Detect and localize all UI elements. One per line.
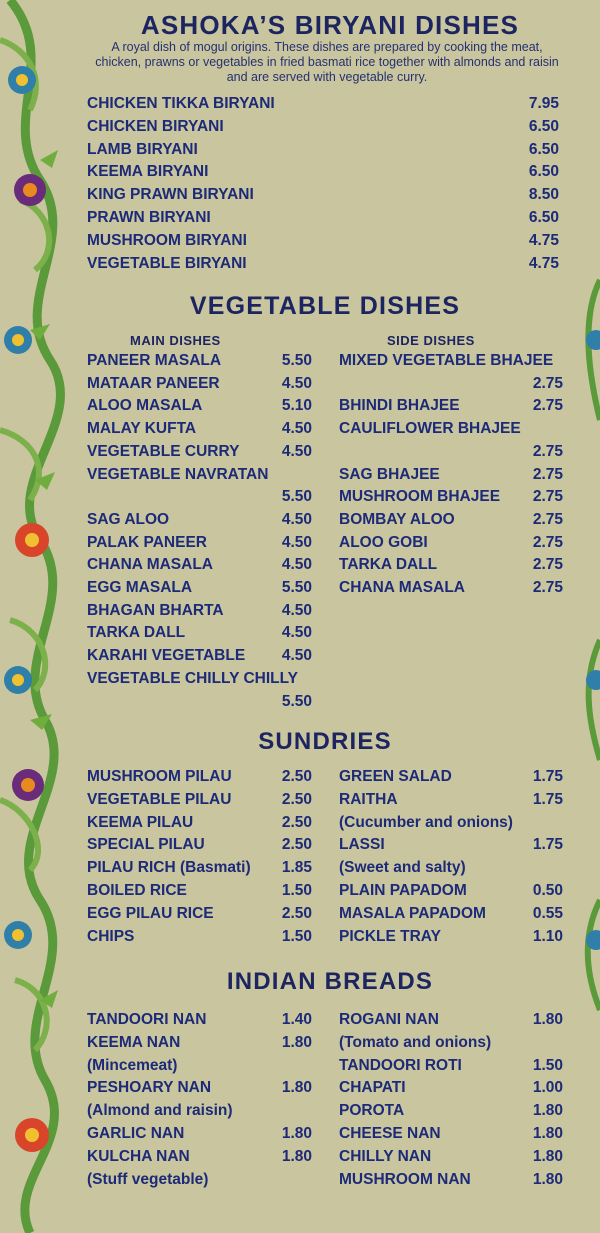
menu-item	[339, 857, 563, 879]
menu-item	[339, 577, 563, 599]
menu-item-price: 1.10	[532, 927, 563, 945]
menu-item	[339, 395, 563, 417]
menu-item-name: PRAWN BIRYANI	[87, 209, 211, 226]
menu-item-name: (Sweet and salty)	[339, 859, 466, 877]
menu-item-name: VEGETABLE CURRY	[87, 442, 240, 460]
menu-item	[339, 834, 563, 856]
menu-item	[87, 926, 312, 948]
menu-item-name: KEEMA PILAU	[87, 813, 194, 831]
menu-item-price: 1.40	[281, 1011, 312, 1028]
menu-item-price: 1.00	[532, 1079, 563, 1097]
menu-item-price: 4.50	[281, 624, 312, 642]
menu-item-name: (Tomato and onions)	[339, 1033, 492, 1051]
flower-icon	[4, 326, 32, 354]
menu-item-name: CHAPATI	[339, 1079, 406, 1097]
menu-item-price: 8.50	[528, 186, 559, 204]
menu-item-name: RAITHA	[339, 790, 398, 808]
menu-item-name: KEEMA BIRYANI	[87, 163, 209, 181]
menu-item-name: TANDOORI ROTI	[339, 1056, 462, 1074]
menu-item	[339, 1032, 563, 1054]
menu-item-name: MUSHROOM NAN	[339, 1170, 471, 1188]
menu-item-name: (Stuff vegetable)	[87, 1170, 209, 1188]
menu-item-name: SPECIAL PILAU	[87, 836, 205, 854]
menu-item-name: VEGETABLE PILAU	[87, 790, 232, 808]
menu-item-name: (Almond and raisin)	[87, 1102, 233, 1120]
menu-item	[87, 645, 312, 667]
menu-item-name: CHIPS	[87, 927, 135, 945]
menu-item-price: 1.80	[281, 1033, 312, 1051]
menu-item	[339, 554, 563, 576]
menu-item-name: MIXED VEGETABLE BHAJEE	[339, 352, 554, 369]
menu-item-price: 1.80	[281, 1147, 312, 1165]
biryani-description: A royal dish of mogul origins. These dishes are prepared by cooking the meat, chicken, prawns or vegetables in fried basmati rice together with almonds and raisin and are served with vegetable curry.	[95, 40, 559, 84]
flower-icon	[4, 921, 32, 949]
menu-item-name: CHANA MASALA	[87, 556, 213, 574]
menu-item-name: POROTA	[339, 1102, 405, 1120]
sundries-section-title: SUNDRIES	[258, 728, 392, 755]
flower-icon	[4, 666, 32, 694]
menu-item-name: CHANA MASALA	[339, 579, 465, 596]
menu-item-name: KING PRAWN BIRYANI	[87, 186, 254, 204]
menu-item-name: KULCHA NAN	[87, 1147, 190, 1165]
menu-item-name: PESHOARY NAN	[87, 1079, 212, 1097]
menu-item-price: 1.75	[532, 836, 563, 854]
menu-item	[87, 207, 559, 229]
menu-item-price: 1.80	[532, 1102, 563, 1120]
menu-item-price: 1.80	[532, 1147, 563, 1165]
flower-icon	[15, 523, 49, 557]
menu-item-price: 2.75	[532, 465, 563, 483]
menu-item-price: 1.85	[281, 859, 312, 877]
menu-item-name: PALAK PANEER	[87, 533, 207, 551]
menu-item-name: TARKA DALL	[339, 556, 438, 574]
menu-item-name: CAULIFLOWER BHAJEE	[339, 420, 521, 438]
flower-icon	[14, 174, 46, 206]
menu-item-name: PANEER MASALA	[87, 352, 222, 369]
menu-item	[87, 161, 559, 183]
menu-item	[87, 1009, 312, 1031]
menu-item-price: 6.50	[528, 117, 559, 135]
menu-item-price: 0.50	[532, 882, 563, 899]
menu-item-name: MUSHROOM PILAU	[87, 768, 232, 785]
menu-item-price: 4.50	[281, 420, 312, 438]
menu-item-name: EGG PILAU RICE	[87, 904, 214, 922]
menu-item-name: LASSI	[339, 836, 385, 854]
floral-vine-border-right	[570, 0, 600, 1233]
menu-item	[339, 418, 563, 440]
menu-item-price: 2.75	[532, 374, 563, 392]
menu-item-price: 5.50	[281, 692, 312, 710]
menu-item	[87, 464, 312, 486]
menu-item	[339, 350, 563, 372]
menu-item-name: GREEN SALAD	[339, 768, 452, 785]
menu-item-name: PLAIN PAPADOM	[339, 882, 467, 899]
menu-item	[87, 903, 312, 925]
menu-item	[339, 812, 563, 834]
menu-item-price: 1.50	[281, 927, 312, 945]
menu-item	[339, 1055, 563, 1077]
menu-item-price: 4.50	[281, 556, 312, 574]
menu-item	[87, 1146, 312, 1168]
menu-item-price: 1.80	[281, 1079, 312, 1097]
menu-item-price: 4.75	[528, 231, 559, 249]
menu-item	[87, 486, 312, 508]
menu-item-price: 2.75	[532, 533, 563, 551]
menu-item-price: 6.50	[528, 140, 559, 158]
menu-item	[87, 441, 312, 463]
menu-item-price: 2.50	[281, 813, 312, 831]
biryani-section-title: ASHOKA’S BIRYANI DISHES	[140, 10, 520, 40]
menu-item-name: ROGANI NAN	[339, 1011, 439, 1028]
menu-item-price: 6.50	[528, 163, 559, 181]
menu-item-price: 2.75	[532, 397, 563, 415]
menu-item-name: ALOO GOBI	[339, 533, 428, 551]
menu-item	[87, 532, 312, 554]
menu-item	[339, 789, 563, 811]
menu-item	[339, 1169, 563, 1191]
menu-item	[87, 789, 312, 811]
menu-item-price: 4.50	[281, 442, 312, 460]
menu-item-price: 2.75	[532, 510, 563, 528]
menu-item	[87, 253, 559, 275]
menu-item	[339, 1146, 563, 1168]
menu-item	[339, 509, 563, 531]
menu-item	[339, 373, 563, 395]
menu-item-name: (Mincemeat)	[87, 1056, 178, 1074]
menu-item	[87, 1032, 312, 1054]
flower-icon	[8, 66, 36, 94]
menu-item-price: 2.50	[281, 790, 312, 808]
menu-item	[87, 668, 312, 690]
menu-item	[87, 93, 559, 115]
menu-item	[87, 373, 312, 395]
menu-item	[87, 622, 312, 644]
menu-item	[339, 880, 563, 902]
menu-item-name: (Cucumber and onions)	[339, 813, 513, 831]
menu-item	[87, 691, 312, 713]
menu-item	[339, 766, 563, 788]
menu-item-name: VEGETABLE BIRYANI	[87, 254, 247, 272]
menu-item	[87, 1077, 312, 1099]
menu-item-price: 1.80	[532, 1011, 563, 1028]
menu-item-name: VEGETABLE NAVRATAN	[87, 465, 269, 483]
menu-item-name: MASALA PAPADOM	[339, 904, 486, 922]
menu-item	[87, 418, 312, 440]
menu-item-price: 2.75	[532, 579, 563, 596]
menu-item-price: 2.75	[532, 488, 563, 506]
menu-item	[87, 350, 312, 372]
menu-item	[339, 532, 563, 554]
menu-item-name: BHINDI BHAJEE	[339, 397, 460, 415]
menu-item	[339, 1077, 563, 1099]
menu-item-name: BHAGAN BHARTA	[87, 601, 224, 619]
menu-item	[87, 766, 312, 788]
menu-item-name: EGG MASALA	[87, 579, 193, 596]
menu-item	[339, 1100, 563, 1122]
menu-item	[87, 184, 559, 206]
menu-item-price: 2.75	[532, 556, 563, 574]
menu-item	[87, 880, 312, 902]
menu-item	[87, 116, 559, 138]
menu-item	[339, 486, 563, 508]
menu-item-price: 1.75	[532, 790, 563, 808]
menu-item	[339, 926, 563, 948]
flower-icon	[15, 1118, 49, 1152]
menu-item-name: TARKA DALL	[87, 624, 186, 642]
menu-item	[87, 1123, 312, 1145]
menu-item-price: 2.75	[532, 442, 563, 460]
menu-item-name: CHILLY NAN	[339, 1147, 432, 1165]
menu-item-name: GARLIC NAN	[87, 1125, 185, 1142]
menu-item-name: MALAY KUFTA	[87, 420, 197, 438]
menu-item-price: 1.80	[532, 1170, 563, 1188]
menu-item-name: BOILED RICE	[87, 882, 187, 899]
menu-item-name: SAG BHAJEE	[339, 465, 440, 483]
menu-item	[339, 1009, 563, 1031]
menu-item-name: CHICKEN BIRYANI	[87, 117, 224, 135]
breads-section-title: INDIAN BREADS	[226, 968, 434, 995]
menu-item-price: 5.50	[281, 488, 312, 506]
menu-item-price: 5.50	[281, 579, 312, 596]
menu-item-price: 0.55	[532, 904, 563, 922]
menu-item	[339, 1123, 563, 1145]
menu-item-price: 2.50	[281, 904, 312, 922]
menu-item-name: BOMBAY ALOO	[339, 510, 455, 528]
menu-item-price: 7.95	[528, 95, 559, 112]
menu-item	[87, 857, 312, 879]
menu-item-name: MUSHROOM BHAJEE	[339, 488, 501, 506]
menu-item-name: KEEMA NAN	[87, 1033, 181, 1051]
side-dishes-heading: SIDE DISHES	[387, 333, 475, 348]
menu-item	[87, 395, 312, 417]
menu-item-name: SAG ALOO	[87, 510, 170, 528]
menu-item-name: PILAU RICH (Basmati)	[87, 859, 251, 877]
menu-item-price: 1.50	[532, 1056, 563, 1074]
menu-item-name: LAMB BIRYANI	[87, 140, 198, 158]
menu-item	[87, 509, 312, 531]
menu-item-price: 1.80	[532, 1125, 563, 1142]
menu-item	[339, 441, 563, 463]
menu-item	[87, 139, 559, 161]
menu-item-name: CHICKEN TIKKA BIRYANI	[87, 95, 275, 112]
menu-item-price: 4.50	[281, 533, 312, 551]
menu-item	[87, 812, 312, 834]
menu-item-name: VEGETABLE CHILLY CHILLY	[87, 669, 299, 687]
menu-item-price: 2.50	[281, 836, 312, 854]
menu-item	[87, 834, 312, 856]
menu-item-name: TANDOORI NAN	[87, 1011, 207, 1028]
menu-item-price: 1.75	[532, 768, 563, 785]
menu-item-price: 4.50	[281, 647, 312, 665]
menu-item	[339, 903, 563, 925]
menu-item-name: MUSHROOM BIRYANI	[87, 231, 247, 249]
menu-item	[87, 554, 312, 576]
flower-icon	[12, 769, 44, 801]
menu-item	[87, 1100, 312, 1122]
menu-item-price: 2.50	[281, 768, 312, 785]
menu-item	[87, 1055, 312, 1077]
menu-item-name: MATAAR PANEER	[87, 374, 220, 392]
menu-item-price: 4.50	[281, 374, 312, 392]
menu-item	[87, 577, 312, 599]
menu-item-price: 6.50	[528, 209, 559, 226]
menu-item-price: 1.50	[281, 882, 312, 899]
menu-item-name: PICKLE TRAY	[339, 927, 441, 945]
menu-item-price: 5.50	[281, 352, 312, 369]
menu-item-name: ALOO MASALA	[87, 397, 203, 415]
menu-item-price: 4.50	[281, 510, 312, 528]
menu-item-price: 4.75	[528, 254, 559, 272]
menu-item-price: 1.80	[281, 1125, 312, 1142]
menu-item-name: CHEESE NAN	[339, 1125, 441, 1142]
menu-item	[87, 600, 312, 622]
menu-item	[87, 1169, 312, 1191]
menu-item-name: KARAHI VEGETABLE	[87, 647, 246, 665]
main-dishes-heading: MAIN DISHES	[130, 333, 221, 348]
menu-item-price: 5.10	[281, 397, 312, 415]
menu-item	[87, 230, 559, 252]
floral-vine-border-left	[0, 0, 80, 1233]
menu-item	[339, 464, 563, 486]
vegetable-section-title: VEGETABLE DISHES	[189, 292, 461, 320]
menu-item-price: 4.50	[281, 601, 312, 619]
